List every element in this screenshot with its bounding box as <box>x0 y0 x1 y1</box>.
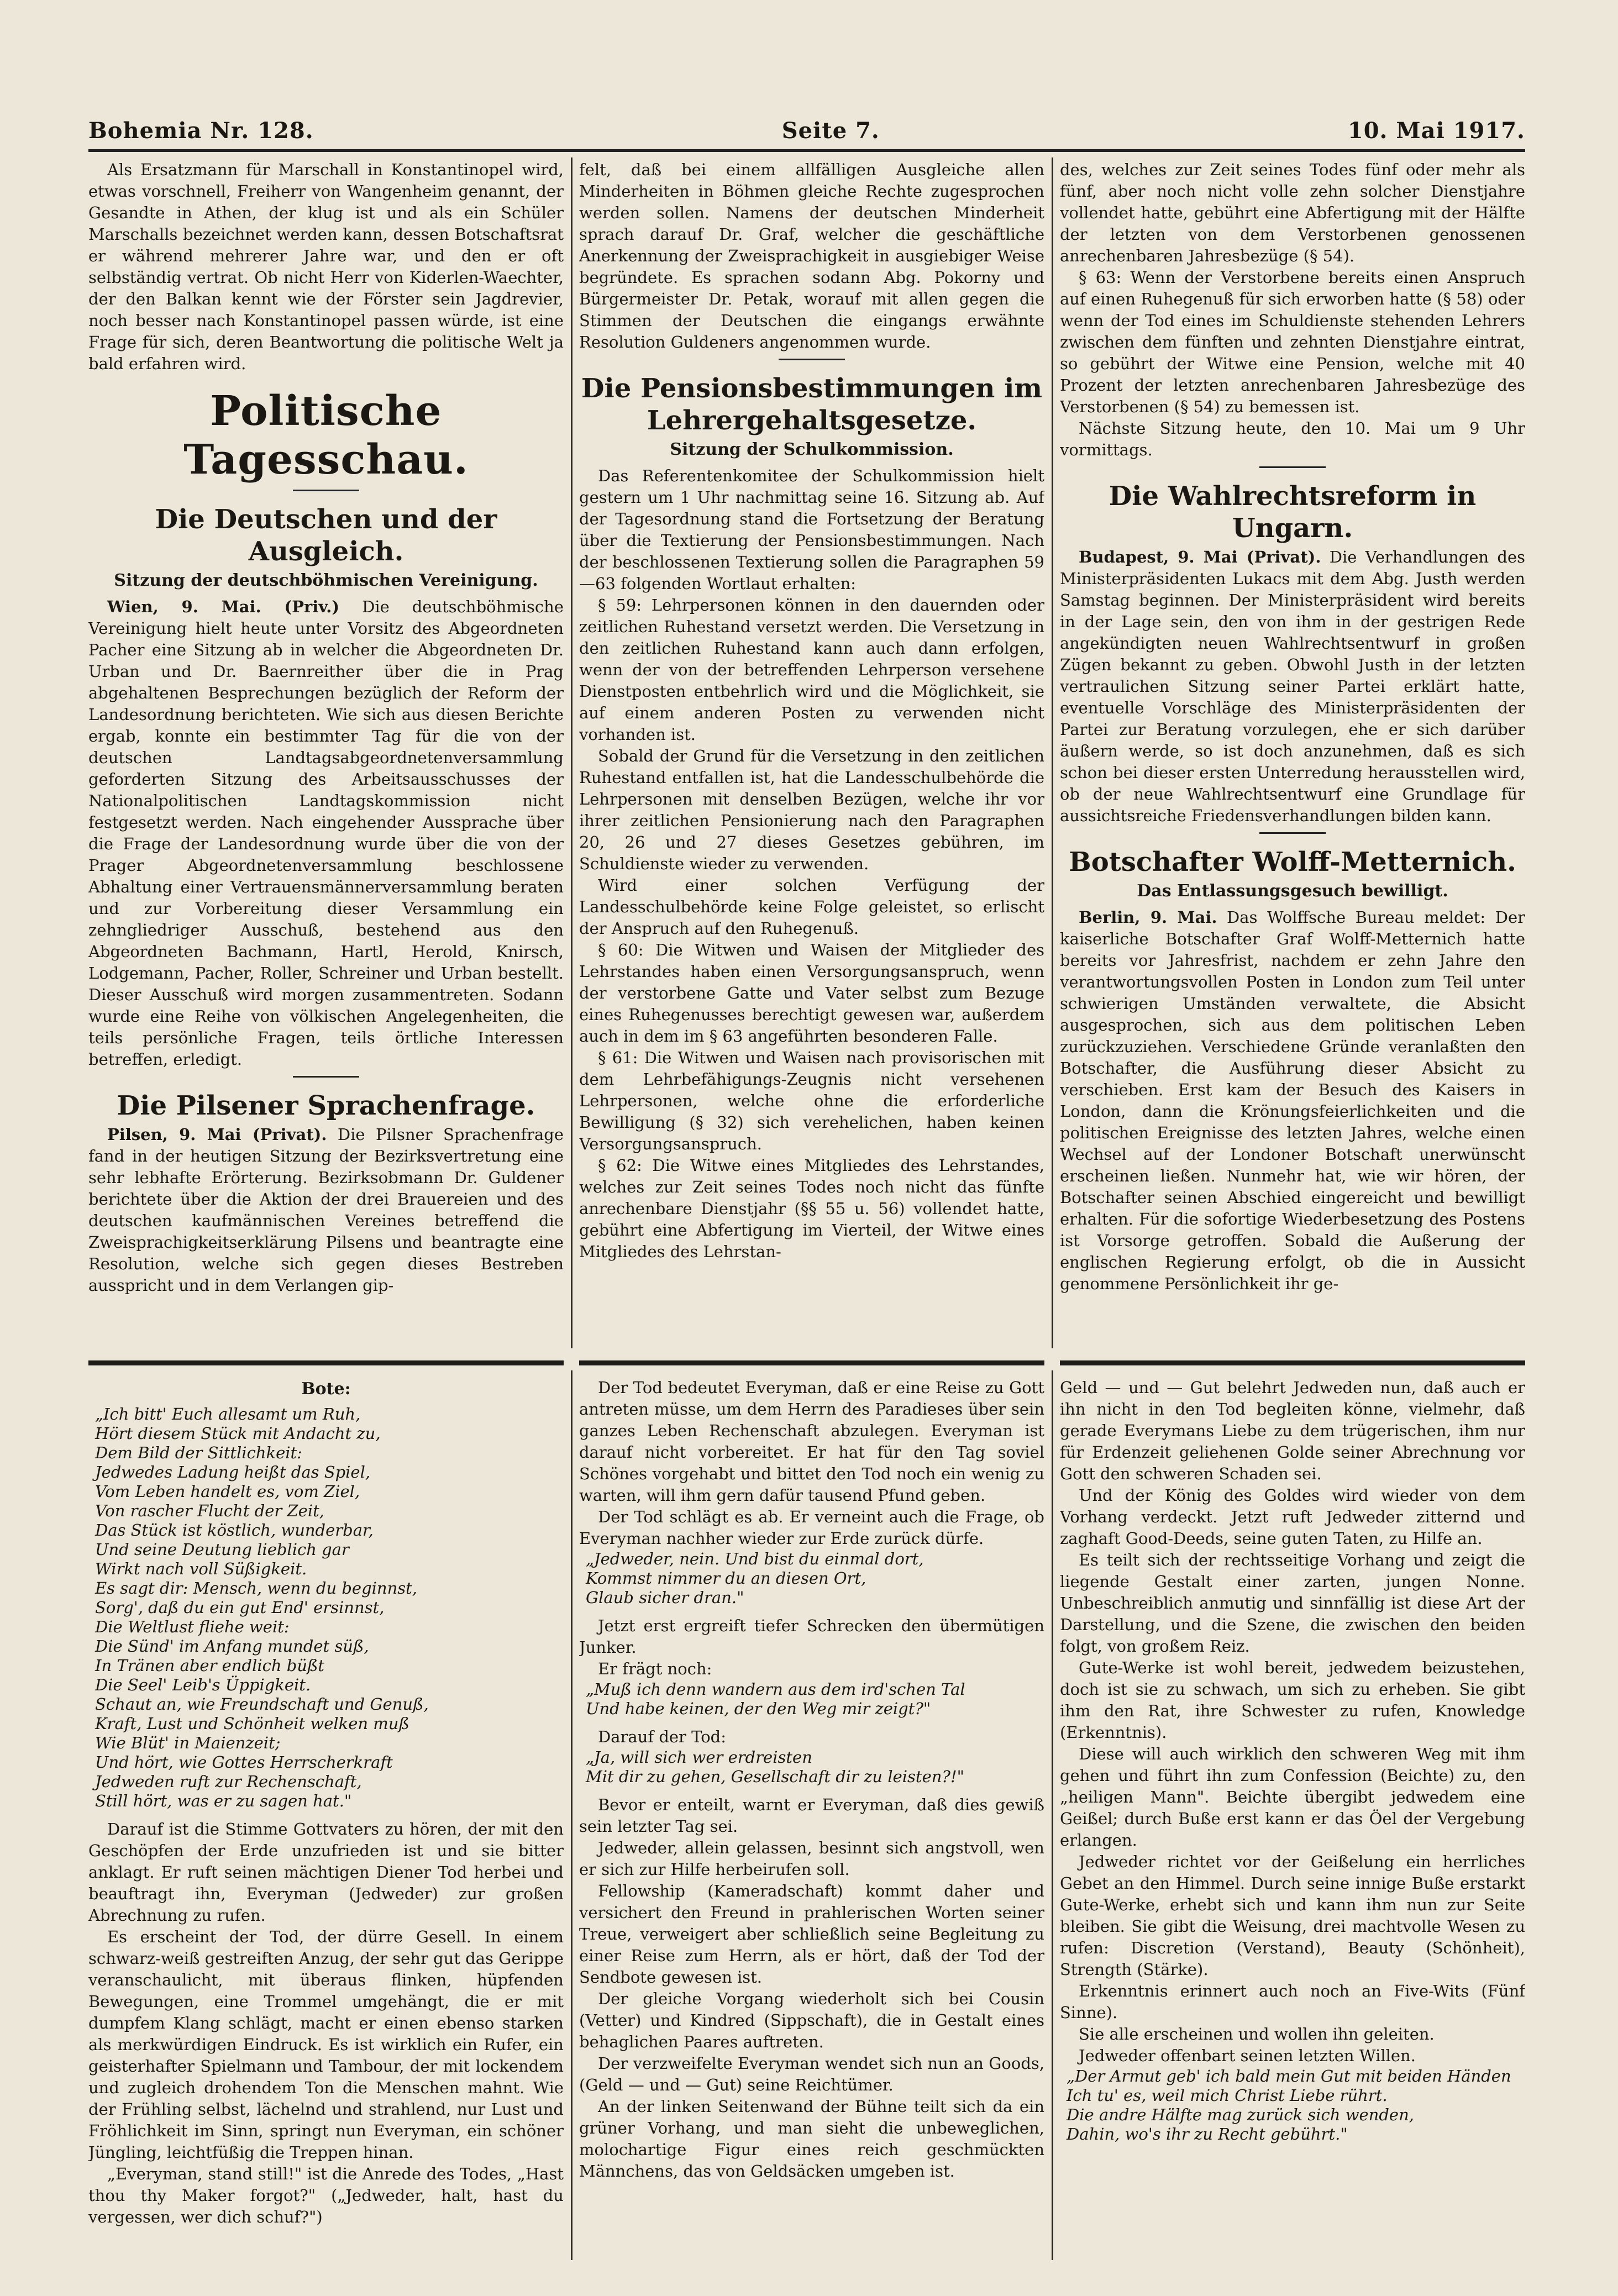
paragraph: Darauf ist die Stimme Gottvaters zu hören, der mit den Geschöpfen der Erde unzufrieden ist und sie bitter anklagt. Er ruft seinen mächtigen Diener Tod herbei und beauftragt ihn, Everyman (Jedweder) zur großen Abrechnung zu rufen. <box>88 1820 564 1925</box>
paragraph: Der Tod schlägt es ab. Er verneint auch die Frage, ob Everyman nachher wieder zur Erde zurück dürfe. <box>579 1507 1044 1548</box>
verse-line: Und habe keinen, der den Weg mir zeigt?" <box>586 1699 931 1718</box>
paragraph: Er frägt noch: <box>598 1659 712 1678</box>
paragraph: Jedweder richtet vor der Geißelung ein herrliches Gebet an den Himmel. Durch seine innige Buße erstarkt Gute-Werke, erhebt sich und kann ihm nun zur Seite bleiben. Sie gibt die Weisung, drei machtvolle Wesen zu rufen: Discretion (Verstand), Beauty (Schönheit), Strength (Stärke). <box>1060 1852 1525 1979</box>
divider <box>1259 832 1326 834</box>
paragraph: Es teilt sich der rechtsseitige Vorhang und zeigt die liegende Gestalt einer zarten, jungen Nonne. Unbeschreiblich anmutig und sinnfällig ist diese Art der Darstellung, und die Szene, die zwischen den beiden folgt, von großem Reiz. <box>1060 1551 1525 1656</box>
page-header <box>88 113 1525 148</box>
divider <box>293 490 359 491</box>
column-divider <box>571 157 572 1348</box>
verse-line: Dahin, wo's ihr zu Recht gebührt." <box>1067 2125 1348 2143</box>
paragraph: § 59: Lehrpersonen können in den dauernden oder zeitlichen Ruhestand versetzt werden. Die Versetzung in den zeitlichen Ruhestand kann auch dann erfolgen, wenn der von der betreffenden Lehrperson versehene Dienstposten entbehrlich wird und die Möglichkeit, sie auf einem anderen Posten zu verwenden nicht vorhanden ist. <box>579 596 1044 744</box>
article-text: Das Wolffsche Bureau meldet: Der kaiserliche Botschafter Graf Wolff-Metternich hatte bereits vor Jahresfrist, nachdem er zehn Jahre den verantwortungsvollen Posten in London zum Teil unter schwierigen Umständen verwaltete, die Absicht ausgesprochen, sich aus dem politischen Leben zurückzuziehen. Verschiedene Gründe veranlaßten den Botschafter, die Ausführung dieser Absicht zu verschieben. Erst kam der Besuch des Kaisers in London, dann die Krönungsfeierlichkeiten und die politischen Ereignisse des letzten Jahres, welche einen Wechsel auf der Londoner Botschaft unerwünscht erscheinen ließen. Nunmehr hat, wie wir hören, der Botschafter seinen Abschied eingereicht und bewilligt erhalten. Für die sofortige Wiederbesetzung des Postens ist Vorsorge getroffen. Sobald die Außerung der englischen Regierung erfolgt, ob die in Aussicht genommene Persönlichkeit ihr ge- <box>1060 908 1525 1293</box>
verse-line: „Ja, will sich wer erdreisten <box>586 1748 812 1767</box>
column-2 <box>579 159 1044 1347</box>
paragraph: Der Tod bedeutet Everyman, daß er eine Reise zu Gott antreten müsse, um dem Herrn des Paradieses über sein ganzes Leben Rechenschaft abzulegen. Everyman ist darauf nicht vorbereitet. Er hat für den Tag soviel Schönes vorgehabt und bittet den Tod noch ein wenig zu warten, will ihm gern dafür tausend Pfund geben. <box>579 1378 1044 1505</box>
article-title: Die Wahlrechtsreform in Ungarn. <box>1109 481 1477 544</box>
article-title: Die Deutschen und der Ausgleich. <box>155 504 497 567</box>
divider <box>293 1076 359 1078</box>
divider <box>1259 466 1326 468</box>
verse-line: Vom Leben handelt es, vom Ziel, <box>95 1482 360 1501</box>
verse-line: Die Weltlust fliehe weit: <box>95 1617 290 1636</box>
column-divider <box>571 1370 572 2260</box>
paragraph: „Everyman, stand still!" ist die Anrede des Todes, „Hast thou thy Maker forgot?" („Jedweder, halt, hast du vergessen, wer dich schuf?") <box>88 2164 564 2226</box>
article-subtitle: Sitzung der Schulkommission. <box>670 440 954 459</box>
verse-line: Von rascher Flucht der Zeit, <box>95 1501 324 1520</box>
verse-line: Und seine Deutung lieblich gar <box>95 1540 349 1559</box>
paragraph: Jedweder, allein gelassen, besinnt sich angstvoll, wen er sich zur Hilfe herbeirufen soll. <box>579 1838 1044 1879</box>
verse-line: Still hört, was er zu sagen hat." <box>95 1791 352 1810</box>
paragraph: Diese will auch wirklich den schweren Weg mit ihm gehen und führt ihn zum Confession (Beichte) zu, den „heiligen Mann". Beichte übergibt jedwedem eine Geißel; durch Buße erst kann er das Öel der Vergebung erlangen. <box>1060 1745 1525 1850</box>
verse-line: Das Stück ist köstlich, wunderbar, <box>95 1521 374 1540</box>
verse-line: In Tränen aber endlich büßt <box>95 1656 325 1675</box>
dateline: Pilsen, 9. Mai (Privat). <box>107 1125 327 1144</box>
dateline: Berlin, 9. Mai. <box>1079 908 1217 927</box>
verse-line: Ich tu' es, weil mich Christ Liebe rührt. <box>1067 2086 1388 2105</box>
article-subtitle: Das Entlassungsgesuch bewilligt. <box>1137 881 1448 901</box>
article-subtitle: Sitzung der deutschböhmischen Vereinigung. <box>114 571 538 590</box>
header-date: 10. Mai 1917. <box>1347 117 1525 144</box>
header-issue: Bohemia Nr. 128. <box>88 117 314 144</box>
paragraph: Jetzt erst ergreift tiefer Schrecken den übermütigen Junker. <box>579 1616 1044 1657</box>
paragraph: § 61: Die Witwen und Waisen nach provisorischen mit dem Lehrbefähigungs-Zeugnis nicht versehenen Lehrpersonen, welche ohne die erforderliche Bewilligung (§ 32) sich verehelichen, haben keinen Versorgungsanspruch. <box>579 1048 1044 1153</box>
article-text: Die Verhandlungen des Ministerpräsidenten Lukacs mit dem Abg. Justh werden Samstag beginnen. Der Ministerpräsident wird bereits in der Lage sein, den von ihm in der gestrigen Rede angekündigten neuen Wahlrechtsentwurf in großen Zügen bekannt zu geben. Obwohl Justh in der letzten vertraulichen Sitzung seiner Partei erklärt hatte, eventuelle Vorschläge des Ministerpräsidenten der Partei zur Beratung vorzulegen, ehe er sich darüber äußern werde, so ist doch anzunehmen, daß es sich schon bei dieser ersten Unterredung herausstellen wird, ob der neue Wahlrechtsentwurf eine Grundlage für aussichtsreiche Friedensverhandlungen bilden kann. <box>1060 548 1525 825</box>
paragraph: § 60: Die Witwen und Waisen der Mitglieder des Lehrstandes haben einen Versorgungsanspruch, wenn der verstorbene Gatte und Vater selbst zum Bezuge eines Ruhegenusses berechtigt gewesen war, außerdem auch in dem im § 63 angeführten besonderen Falle. <box>579 941 1044 1045</box>
paragraph: Der verzweifelte Everyman wendet sich nun an Goods, (Geld — und — Gut) seine Reichtümer. <box>579 2054 1044 2094</box>
verse-line: Mit dir zu gehen, Gesellschaft dir zu leisten?!" <box>586 1767 964 1786</box>
verse-line: „Ich bitt' Euch allesamt um Ruh, <box>95 1405 361 1423</box>
intro-paragraph: Als Ersatzmann für Marschall in Konstantinopel wird, etwas vorschnell, Freiherr von Wangenheim genannt, der Gesandte in Athen, der klug ist und als ein Schüler Marschalls bezeichnet werden kann, dessen Botschaftsrat er während mehrerer Jahre war, und den er oft selbständig vertrat. Ob nicht Herr von Kiderlen-Waechter, der den Balkan kennt wie der Förster sein Jagdrevier, noch besser nach Konstantinopel passen würde, ist eine Frage für sich, deren Beantwortung die politische Welt ja bald erfahren wird. <box>88 160 564 373</box>
paragraph: Nächste Sitzung heute, den 10. Mai um 9 Uhr vormittags. <box>1060 419 1525 459</box>
verse-line: Dem Bild der Sittlichkeit: <box>95 1443 302 1462</box>
verse-line: Wie Blüt' in Maienzeit; <box>95 1733 281 1752</box>
paragraph: Erkenntnis erinnert auch noch an Five-Wits (Fünf Sinne). <box>1060 1982 1525 2022</box>
dateline: Budapest, 9. Mai (Privat). <box>1079 548 1321 566</box>
verse-line: „Jedweder, nein. Und bist du einmal dort, <box>586 1549 924 1568</box>
article-title: Die Pilsener Sprachenfrage. <box>117 1090 535 1121</box>
paragraph: Und der König des Goldes wird wieder von dem Vorhang verdeckt. Jetzt ruft Jedweder zitternd und zaghaft Good-Deeds, seine guten Taten, zu Hilfe an. <box>1060 1486 1525 1548</box>
paragraph: Geld — und — Gut belehrt Jedweden nun, daß auch er ihn nicht in den Tod begleiten könne, vielmehr, daß gerade Everymans Liebe zu dem trügerischen, ihm nur für Erdenzeit geliehenen Golde seiner Abrechnung vor Gott den schweren Schaden sei. <box>1060 1378 1525 1483</box>
article-title: Die Pensionsbestimmungen im Lehrergehaltsgesetze. <box>581 373 1043 436</box>
verse-line: Die Seel' Leib's Üppigkeit. <box>95 1675 311 1694</box>
column-3 <box>1060 159 1525 1347</box>
article-text: Die deutschböhmische Vereinigung hielt heute unter Vorsitz des Abgeordneten Pacher eine Sitzung ab in welcher die Abgeordneten Dr. Urban und Dr. Baernreither über die in Prag abgehaltenen Besprechungen bezüglich der Reform der Landesordnung berichteten. Wie sich aus diesen Berichte ergab, konnte ein bestimmter Tag für die von der deutschen Landtagsabgeordnetenversammlung geforderten Sitzung des Arbeitsausschusses der Nationalpolitischen Landtagskommission nicht festgesetzt werden. Nach eingehender Aussprache über die Frage der Landesordnung wurde über die von der Prager Abgeordnetenversammlung beschlossene Abhaltung einer Vertrauensmännerversammlung beraten und zur Vorbereitung dieser Versammlung ein zehngliedriger Ausschuß, bestehend aus den Abgeordneten Bachmann, Hartl, Herold, Knirsch, Lodgemann, Pacher, Roller, Schreiner und Urban bestellt. Dieser Ausschuß wird morgen zusammentreten. Sodann wurde eine Reihe von völkischen Angelegenheiten, die teils persönliche Fragen, teils örtliche Interessen betreffen, erledigt. <box>88 597 564 1069</box>
paragraph: Fellowship (Kameradschaft) kommt daher und versichert den Freund in prahlerischen Worten seiner Treue, verweigert aber schließlich seine Begleitung zu einer Reise zum Herrn, als er hört, daß der Tod der Sendbote gewesen ist. <box>579 1882 1044 1987</box>
paragraph: Sie alle erscheinen und wollen ihn geleiten. <box>1079 2025 1435 2043</box>
verse-line: „Der Armut geb' ich bald mein Gut mit beiden Händen <box>1067 2067 1511 2085</box>
verse-line: Schaut an, wie Freundschaft und Genuß, <box>95 1695 429 1714</box>
section-title: Politische Tagesschau. <box>183 387 469 484</box>
column-5 <box>579 1377 1044 2261</box>
paragraph: Gute-Werke ist wohl bereit, jedwedem beizustehen, doch ist sie zu schwach, um sich zu erheben. Sie gibt ihm den Rat, ihre Schwester zu rufen, Knowledge (Erkenntnis). <box>1060 1658 1525 1742</box>
verse-line: Jedweden ruft zur Rechenschaft, <box>95 1772 362 1791</box>
header-page-number: Seite 7. <box>781 117 880 144</box>
feuilleton-rule <box>88 1360 564 1365</box>
paragraph: Das Referentenkomitee der Schulkommission hielt gestern um 1 Uhr nachmittag seine 16. Sitzung ab. Auf der Tagesordnung stand die Fortsetzung der Beratung über die Textierung der Pensionsbestimmungen. Nach der beschlossenen Textierung sollen die Paragraphen 59—63 folgenden Wortlaut erhalten: <box>579 466 1044 593</box>
column-1 <box>88 159 564 1347</box>
paragraph: § 62: Die Witwe eines Mitgliedes des Lehrstandes, welches zur Zeit seines Todes noch nicht das fünfte anrechenbare Dienstjahr (§§ 55 u. 56) vollendet hatte, gebührt eine Abfertigung im Vierteil, der Witwe eines Mitgliedes des Lehrstan- <box>579 1156 1044 1261</box>
verse-line: Kraft, Lust und Schönheit welken muß <box>95 1714 409 1733</box>
verse-line: Jedwedes Ladung heißt das Spiel, <box>95 1463 371 1481</box>
divider <box>779 359 845 360</box>
verse-line: Glaub sicher dran." <box>586 1588 744 1607</box>
article-continuation: felt, daß bei einem allfälligen Ausgleiche allen Minderheiten in Böhmen gleiche Rechte zugesprochen werden sollen. Namens der deutschen Minderheit sprach darauf Dr. Graf, welcher die geschäftliche Anerkennung der Zweisprachigkeit in ausgiebiger Weise begründete. Es sprachen sodann Abg. Pokorny und Bürgermeister Dr. Petak, worauf mit allen gegen die Stimmen der Deutschen die eingangs erwähnte Resolution Guldeners angenommen wurde. <box>579 160 1044 351</box>
column-divider <box>1052 1370 1053 2260</box>
column-divider <box>1052 157 1053 1348</box>
paragraph: Darauf der Tod: <box>598 1727 727 1746</box>
verse-line: Die Sünd' im Anfang mundet süß, <box>95 1637 369 1656</box>
verse-line: Wirkt nach voll Süßigkeit. <box>95 1559 307 1578</box>
feuilleton-rule <box>1060 1360 1525 1365</box>
dateline: Wien, 9. Mai. (Priv.) <box>107 597 340 616</box>
verse-line: Und hört, wie Gottes Herrscherkraft <box>95 1753 393 1772</box>
paragraph: Bevor er enteilt, warnt er Everyman, daß dies gewiß sein letzter Tag sei. <box>579 1795 1044 1836</box>
paragraph: Sobald der Grund für die Versetzung in den zeitlichen Ruhestand entfallen ist, hat die Landesschulbehörde die Lehrpersonen mit denselben Bezügen, welche ihr vor ihrer zeitlichen Pensionierung nach den Paragraphen 20, 26 und 27 dieses Gesetzes gebühren, im Schuldienste wieder zu verwenden. <box>579 747 1044 873</box>
column-6 <box>1060 1377 1525 2261</box>
speaker-label: Bote: <box>301 1379 351 1399</box>
feuilleton-rule <box>579 1360 1044 1365</box>
article-text: Die Pilsner Sprachenfrage fand in der heutigen Sitzung der Bezirksvertretung eine sehr lebhafte Erörterung. Bezirksobmann Dr. Guldener berichtete über die Aktion der drei Brauereien und des deutschen kaufmännischen Vereines betreffend die Zweisprachigkeitserklärung Pilsens und beantragte eine Resolution, welche sich gegen dieses Bestreben ausspricht und in dem Verlangen gip- <box>88 1125 564 1295</box>
paragraph: Der gleiche Vorgang wiederholt sich bei Cousin (Vetter) und Kindred (Sippschaft), die in Gestalt eines behaglichen Paares auftreten. <box>579 1989 1044 2051</box>
article-continuation: des, welches zur Zeit seines Todes fünf oder mehr als fünf, aber noch nicht volle zehn solcher Dienstjahre vollendet hatte, gebührt eine Abfertigung mit der Hälfte der letzten von dem Verstorbenen genossenen anrechenbaren Jahresbezüge (§ 54). <box>1060 160 1525 265</box>
paragraph: An der linken Seitenwand der Bühne teilt sich da ein grüner Vorhang, und man sieht die unbeweglichen, molochartige Figur eines reich geschmückten Männchens, das von Geldsäcken umgeben ist. <box>579 2097 1044 2181</box>
verse-line: Es sagt dir: Mensch, wenn du beginnst, <box>95 1579 418 1598</box>
verse-line: Hört diesem Stück mit Andacht zu, <box>95 1424 381 1443</box>
paragraph: Es erscheint der Tod, der dürre Gesell. In einem schwarz-weiß gestreiften Anzug, der sehr gut das Gerippe veranschaulicht, mit überaus flinken, hüpfenden Bewegungen, eine Trommel umgehängt, die er mit dumpfem Klang schlägt, macht er einen ebenso starken als merkwürdigen Eindruck. Es ist wirklich ein Rufer, ein geisterhafter Spielmann und Tambour, der mit lockendem und zugleich drohendem Ton die Menschen mahnt. Wie der Frühling selbst, lächelnd und strahlend, nur Lust und Fröhlichkeit im Sinn, springt nun Everyman, ein schöner Jüngling, leichtfüßig die Treppen hinan. <box>88 1927 564 2162</box>
article-title: Botschafter Wolff-Metternich. <box>1069 847 1516 878</box>
verse-line: Kommst nimmer du an diesen Ort, <box>586 1569 866 1588</box>
paragraph: Wird einer solchen Verfügung der Landesschulbehörde keine Folge geleistet, so erlischt der Anspruch auf den Ruhegenuß. <box>579 876 1044 938</box>
verse-line: Die andre Hälfte mag zurück sich wenden, <box>1067 2105 1414 2124</box>
header-rule <box>88 149 1525 152</box>
paragraph: Jedweder offenbart seinen letzten Willen. <box>1079 2046 1416 2065</box>
verse-line: Sorg', daß du ein gut End' ersinnst, <box>95 1598 385 1617</box>
column-4 <box>88 1377 564 2261</box>
paragraph: § 63: Wenn der Verstorbene bereits einen Anspruch auf einen Ruhegenuß für sich erworben hatte (§ 58) oder wenn der Tod eines im Schuldienste stehenden Lehrers zwischen dem fünften und zehnten Dienstjahre eintrat, so gebührt der Witwe eine Pension, welche mit 40 Prozent der letzten anrechenbaren Jahresbezüge des Verstorbenen (§ 54) zu bemessen ist. <box>1060 268 1525 416</box>
verse-line: „Muß ich denn wandern aus dem ird'schen Tal <box>586 1680 965 1699</box>
